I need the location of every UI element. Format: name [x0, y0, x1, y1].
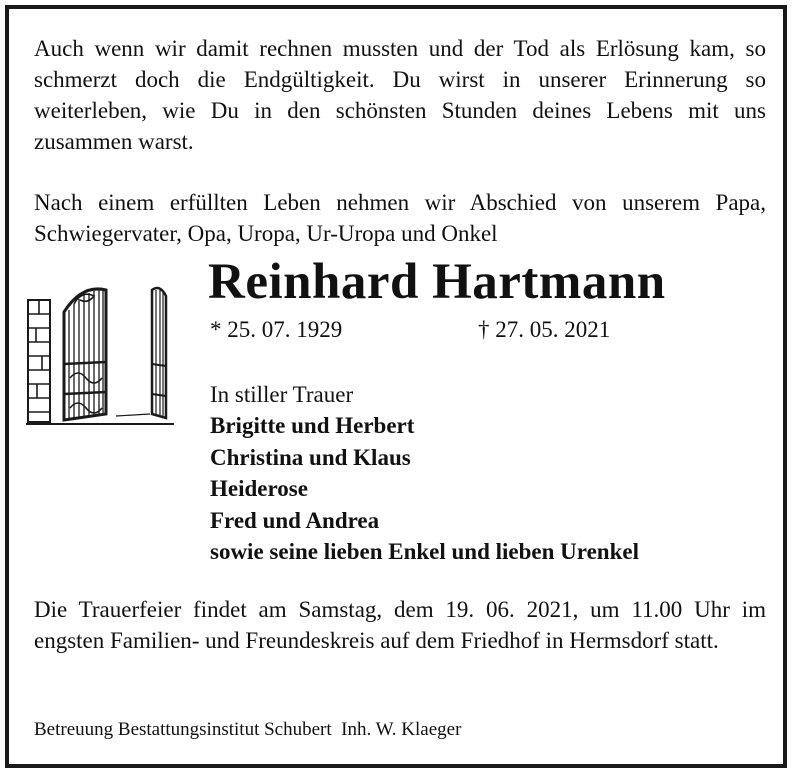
mourner-name: Brigitte und Herbert	[210, 413, 415, 439]
funeral-paragraph: Die Trauerfeier findet am Samstag, dem 19. 06. 2021, um 11.00 Uhr im engsten Familien- und Freundeskreis auf dem Friedhof in Hermsdorf statt.	[34, 597, 766, 653]
mourners-block	[210, 379, 639, 567]
mourner-name: Heiderose	[210, 476, 308, 502]
funeral-home-credit: Betreuung Bestattungsinstitut Schubert Inh. W. Klaeger	[34, 719, 462, 740]
death-date: † 27. 05. 2021	[478, 317, 611, 342]
mourner-name: Fred und Andrea	[210, 507, 380, 533]
farewell-paragraph: Nach einem erfüllten Leben nehmen wir Abschied von unserem Papa, Schwiegervater, Opa, Uropa, Ur-Uropa und Onkel	[34, 190, 766, 246]
deceased-name: Reinhard Hartmann	[208, 254, 666, 310]
open-gate-icon	[24, 282, 184, 437]
mourner-name: sowie seine lieben Enkel und lieben Urenkel	[210, 539, 639, 565]
birth-date: * 25. 07. 1929	[210, 317, 343, 342]
mourner-name: Christina und Klaus	[210, 444, 411, 470]
mourning-heading: In stiller Trauer	[210, 382, 354, 407]
intro-paragraph: Auch wenn wir damit rechnen mussten und der Tod als Erlösung kam, so schmerzt doch die Endgültigkeit. Du wirst in unserer Erinnerung so weiterleben, wie Du in den schönsten Stunden deines Lebens mit uns zusammen warst.	[34, 36, 766, 154]
